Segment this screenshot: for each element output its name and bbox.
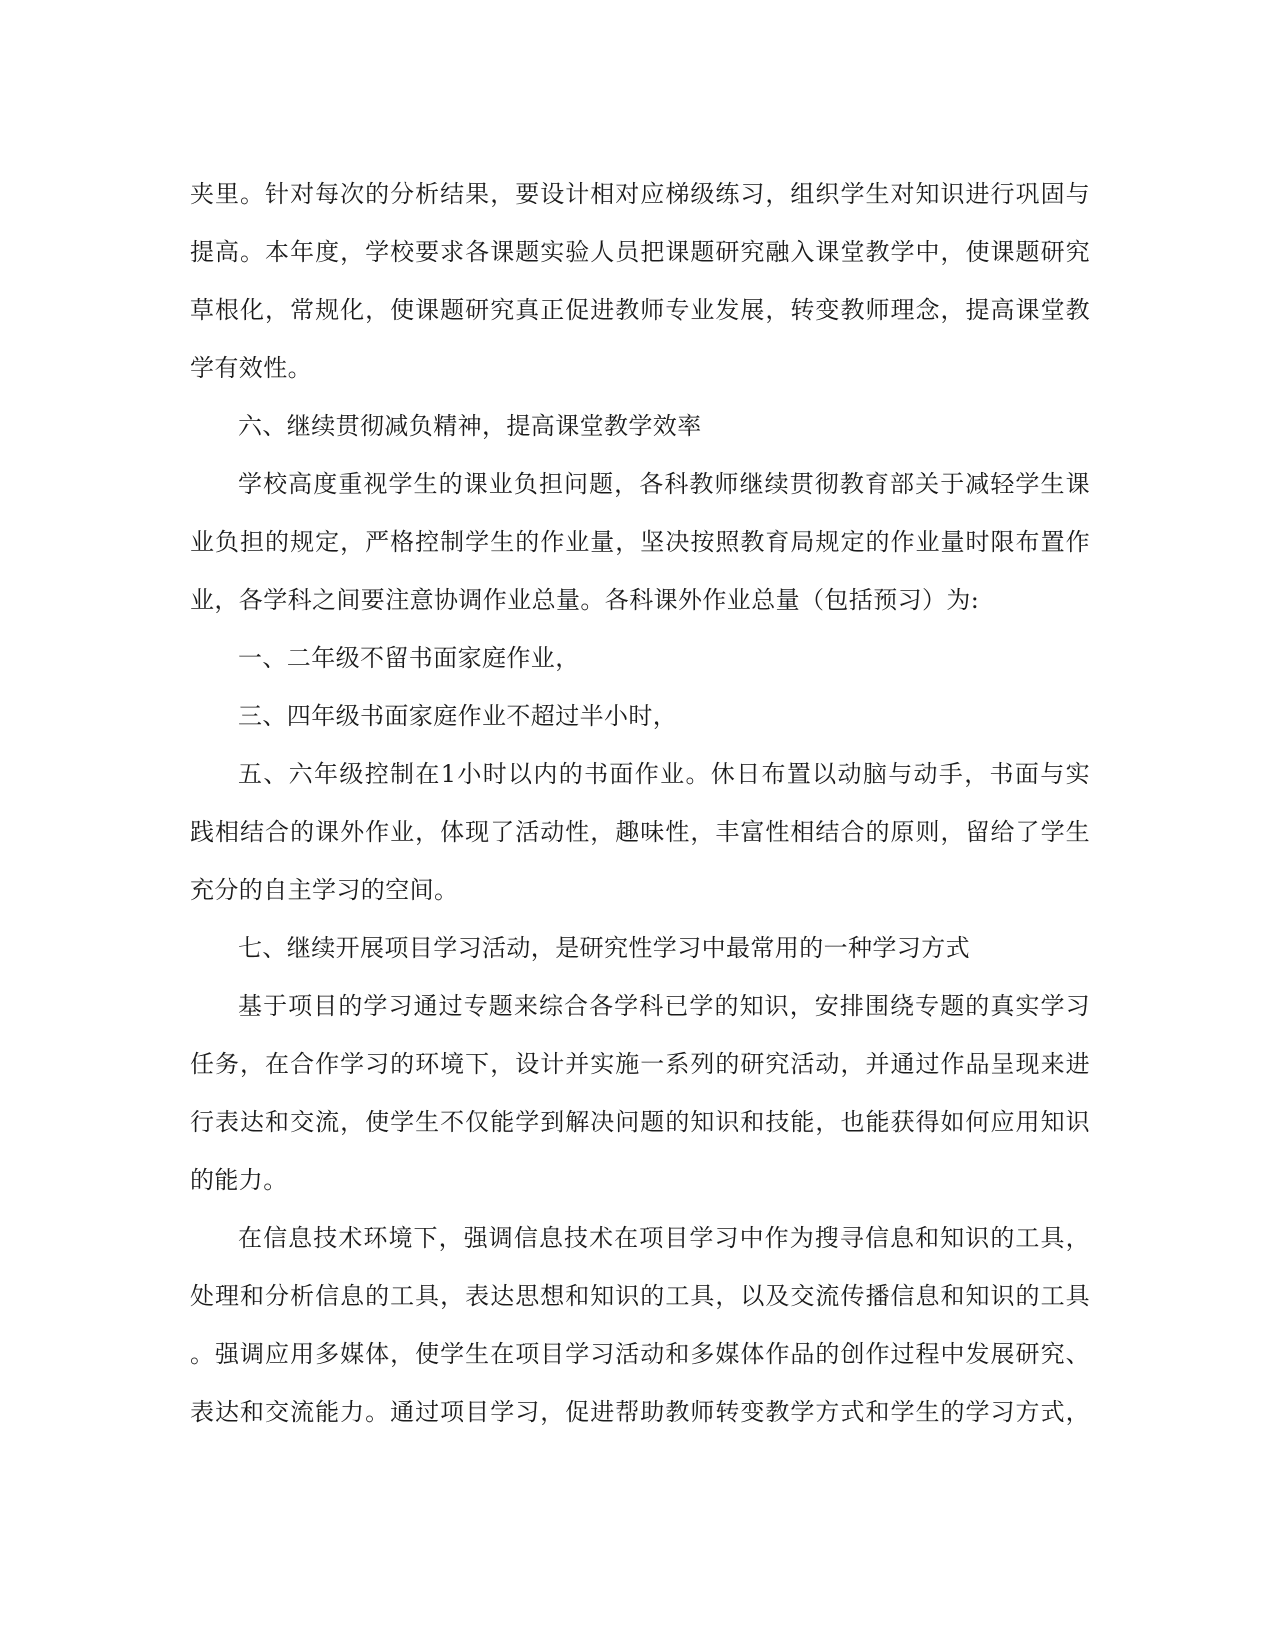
document-body (190, 165, 1090, 1441)
text-line: 基于项目的学习通过专题来综合各学科已学的知识，安排围绕专题的真实学习 (238, 992, 1090, 1020)
text-line: 行表达和交流，使学生不仅能学到解决问题的知识和技能，也能获得如何应用知识 (190, 1108, 1090, 1136)
text-line: 六、继续贯彻减负精神，提高课堂教学效率 (238, 412, 702, 440)
text-line: 五、六年级控制在1小时以内的书面作业。休日布置以动脑与动手，书面与实 (238, 760, 1090, 788)
text-line: 任务，在合作学习的环境下，设计并实施一系列的研究活动，并通过作品呈现来进 (190, 1050, 1090, 1078)
text-line: 的能力。 (190, 1166, 288, 1194)
text-line: 表达和交流能力。通过项目学习，促进帮助教师转变教学方式和学生的学习方式， (190, 1398, 1090, 1426)
text-line: 践相结合的课外作业，体现了活动性，趣味性，丰富性相结合的原则，留给了学生 (190, 818, 1090, 846)
text-line: 。强调应用多媒体，使学生在项目学习活动和多媒体作品的创作过程中发展研究、 (190, 1340, 1090, 1368)
text-line: 夹里。针对每次的分析结果，要设计相对应梯级练习，组织学生对知识进行巩固与 (190, 180, 1090, 208)
text-line: 提高。本年度，学校要求各课题实验人员把课题研究融入课堂教学中，使课题研究 (190, 238, 1090, 266)
text-line: 处理和分析信息的工具，表达思想和知识的工具，以及交流传播信息和知识的工具 (190, 1282, 1090, 1310)
text-line: 学校高度重视学生的课业负担问题，各科教师继续贯彻教育部关于减轻学生课 (238, 470, 1090, 498)
text-line: 三、四年级书面家庭作业不超过半小时， (238, 702, 678, 730)
text-line: 充分的自主学习的空间。 (190, 876, 459, 904)
text-line: 草根化，常规化，使课题研究真正促进教师专业发展，转变教师理念，提高课堂教 (190, 296, 1090, 324)
text-line: 在信息技术环境下，强调信息技术在项目学习中作为搜寻信息和知识的工具， (238, 1224, 1090, 1252)
text-line: 业，各学科之间要注意协调作业总量。各科课外作业总量（包括预习）为: (190, 586, 980, 614)
text-line: 一、二年级不留书面家庭作业， (238, 644, 580, 672)
text-line: 学有效性。 (190, 354, 312, 382)
text-line: 七、继续开展项目学习活动，是研究性学习中最常用的一种学习方式 (238, 934, 970, 962)
text-line: 业负担的规定，严格控制学生的作业量，坚决按照教育局规定的作业量时限布置作 (190, 528, 1090, 556)
